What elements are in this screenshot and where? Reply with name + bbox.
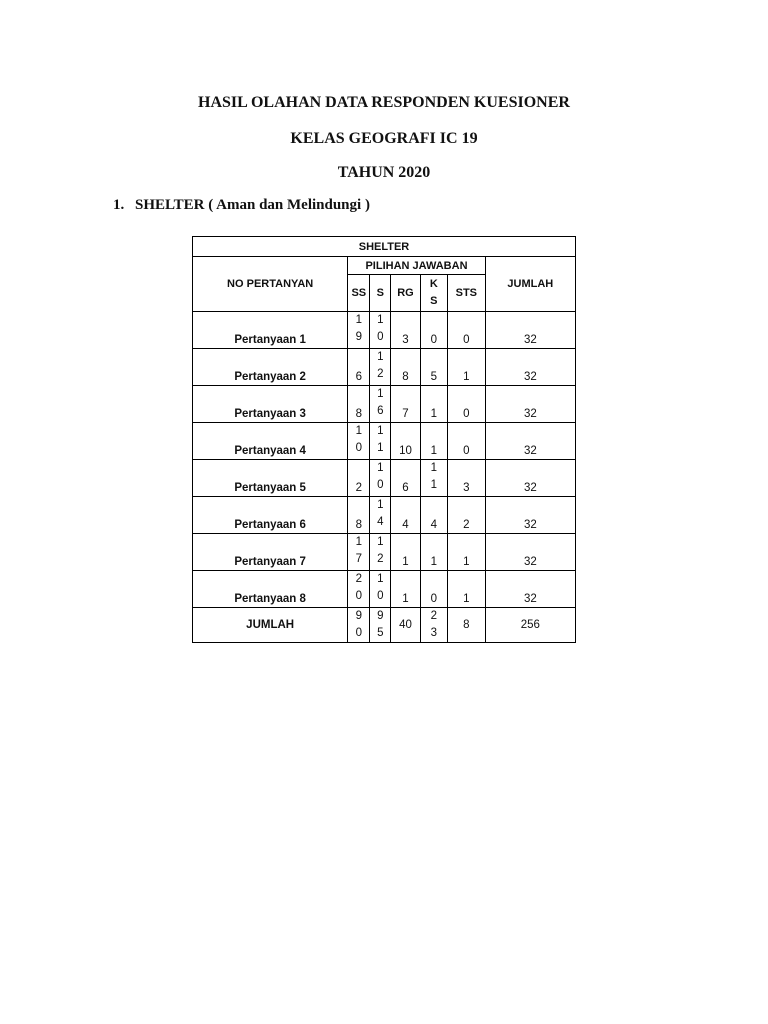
question-label: Pertanyaan 1 bbox=[193, 312, 348, 349]
column-header-jumlah: JUMLAH bbox=[485, 257, 575, 312]
cell-sts: 0 bbox=[447, 423, 485, 460]
cell-jumlah: 256 bbox=[485, 608, 575, 643]
cell-ss-value: 1 7 bbox=[355, 536, 362, 565]
cell-ks bbox=[420, 608, 447, 643]
cell-ss: 8 bbox=[348, 497, 370, 534]
cell-s-value: 1 2 bbox=[377, 536, 384, 565]
cell-jumlah: 32 bbox=[485, 534, 575, 571]
cell-jumlah: 32 bbox=[485, 571, 575, 608]
column-group-header: PILIHAN JAWABAN bbox=[348, 257, 485, 275]
table-row bbox=[193, 571, 576, 608]
table-row bbox=[193, 423, 576, 460]
cell-rg: 1 bbox=[391, 571, 420, 608]
cell-sts: 2 bbox=[447, 497, 485, 534]
cell-ss-value: 9 0 bbox=[355, 610, 362, 639]
cell-sts: 0 bbox=[447, 386, 485, 423]
table-row bbox=[193, 386, 576, 423]
cell-ss: 2 bbox=[348, 460, 370, 497]
cell-ss-value: 1 9 bbox=[355, 314, 362, 343]
cell-s-value: 1 0 bbox=[377, 573, 384, 602]
total-label: JUMLAH bbox=[193, 608, 348, 643]
cell-s-value: 1 4 bbox=[377, 499, 384, 528]
cell-rg: 4 bbox=[391, 497, 420, 534]
document-subtitle-year: TAHUN 2020 bbox=[337, 164, 431, 181]
cell-ks: 5 bbox=[420, 349, 447, 386]
cell-s bbox=[370, 571, 391, 608]
column-header-no: NO PERTANYAN bbox=[193, 257, 348, 312]
document-subtitle-class: KELAS GEOGRAFI IC 19 bbox=[290, 130, 478, 147]
cell-jumlah: 32 bbox=[485, 349, 575, 386]
cell-ss bbox=[348, 571, 370, 608]
cell-sts: 0 bbox=[447, 312, 485, 349]
cell-ks bbox=[420, 460, 447, 497]
cell-sts: 3 bbox=[447, 460, 485, 497]
cell-ks-value: 1 1 bbox=[430, 462, 437, 491]
cell-ss bbox=[348, 312, 370, 349]
table-row bbox=[193, 534, 576, 571]
cell-s-value: 1 2 bbox=[377, 351, 384, 380]
cell-s-value: 1 0 bbox=[377, 314, 384, 343]
table-row bbox=[193, 460, 576, 497]
cell-rg: 3 bbox=[391, 312, 420, 349]
column-header-ks bbox=[420, 275, 447, 312]
cell-sts: 8 bbox=[447, 608, 485, 643]
cell-jumlah: 32 bbox=[485, 423, 575, 460]
column-header-ss: SS bbox=[348, 275, 370, 312]
question-label: Pertanyaan 3 bbox=[193, 386, 348, 423]
document-title: HASIL OLAHAN DATA RESPONDEN KUESIONER bbox=[198, 94, 570, 111]
shelter-table bbox=[192, 236, 576, 643]
cell-ks: 1 bbox=[420, 423, 447, 460]
column-header-s: S bbox=[370, 275, 391, 312]
cell-s bbox=[370, 386, 391, 423]
cell-ss: 6 bbox=[348, 349, 370, 386]
cell-s-value: 1 0 bbox=[377, 462, 384, 491]
cell-ks: 1 bbox=[420, 534, 447, 571]
table-row bbox=[193, 497, 576, 534]
table-total-row bbox=[193, 608, 576, 643]
cell-rg: 10 bbox=[391, 423, 420, 460]
section-title: SHELTER ( Aman dan Melindungi ) bbox=[135, 197, 370, 213]
column-header-ks-label: K S bbox=[429, 278, 438, 307]
cell-sts: 1 bbox=[447, 349, 485, 386]
cell-ss bbox=[348, 423, 370, 460]
question-label: Pertanyaan 2 bbox=[193, 349, 348, 386]
cell-jumlah: 32 bbox=[485, 460, 575, 497]
cell-rg: 1 bbox=[391, 534, 420, 571]
cell-jumlah: 32 bbox=[485, 497, 575, 534]
cell-ks: 0 bbox=[420, 571, 447, 608]
cell-rg: 8 bbox=[391, 349, 420, 386]
cell-rg: 40 bbox=[391, 608, 420, 643]
cell-ss: 8 bbox=[348, 386, 370, 423]
cell-jumlah: 32 bbox=[485, 386, 575, 423]
column-header-sts: STS bbox=[447, 275, 485, 312]
cell-ss bbox=[348, 534, 370, 571]
cell-jumlah: 32 bbox=[485, 312, 575, 349]
cell-sts: 1 bbox=[447, 534, 485, 571]
cell-ks: 1 bbox=[420, 386, 447, 423]
cell-s bbox=[370, 423, 391, 460]
table-row bbox=[193, 312, 576, 349]
cell-s-value: 1 1 bbox=[377, 425, 384, 454]
question-label: Pertanyaan 5 bbox=[193, 460, 348, 497]
cell-s-value: 1 6 bbox=[377, 388, 384, 417]
cell-s bbox=[370, 534, 391, 571]
section-number: 1. bbox=[113, 197, 125, 213]
column-header-rg: RG bbox=[391, 275, 420, 312]
cell-ss bbox=[348, 608, 370, 643]
cell-s bbox=[370, 349, 391, 386]
cell-s bbox=[370, 312, 391, 349]
question-label: Pertanyaan 6 bbox=[193, 497, 348, 534]
cell-s bbox=[370, 497, 391, 534]
table-row bbox=[193, 349, 576, 386]
cell-s bbox=[370, 608, 391, 643]
cell-rg: 7 bbox=[391, 386, 420, 423]
cell-ks-value: 2 3 bbox=[430, 610, 437, 639]
cell-rg: 6 bbox=[391, 460, 420, 497]
question-label: Pertanyaan 7 bbox=[193, 534, 348, 571]
section-heading bbox=[113, 197, 370, 214]
cell-ss-value: 1 0 bbox=[355, 425, 362, 454]
table-caption: SHELTER bbox=[193, 237, 576, 257]
cell-ks: 4 bbox=[420, 497, 447, 534]
cell-ks: 0 bbox=[420, 312, 447, 349]
cell-s-value: 9 5 bbox=[377, 610, 384, 639]
question-label: Pertanyaan 4 bbox=[193, 423, 348, 460]
cell-ss-value: 2 0 bbox=[355, 573, 362, 602]
question-label: Pertanyaan 8 bbox=[193, 571, 348, 608]
cell-s bbox=[370, 460, 391, 497]
cell-sts: 1 bbox=[447, 571, 485, 608]
